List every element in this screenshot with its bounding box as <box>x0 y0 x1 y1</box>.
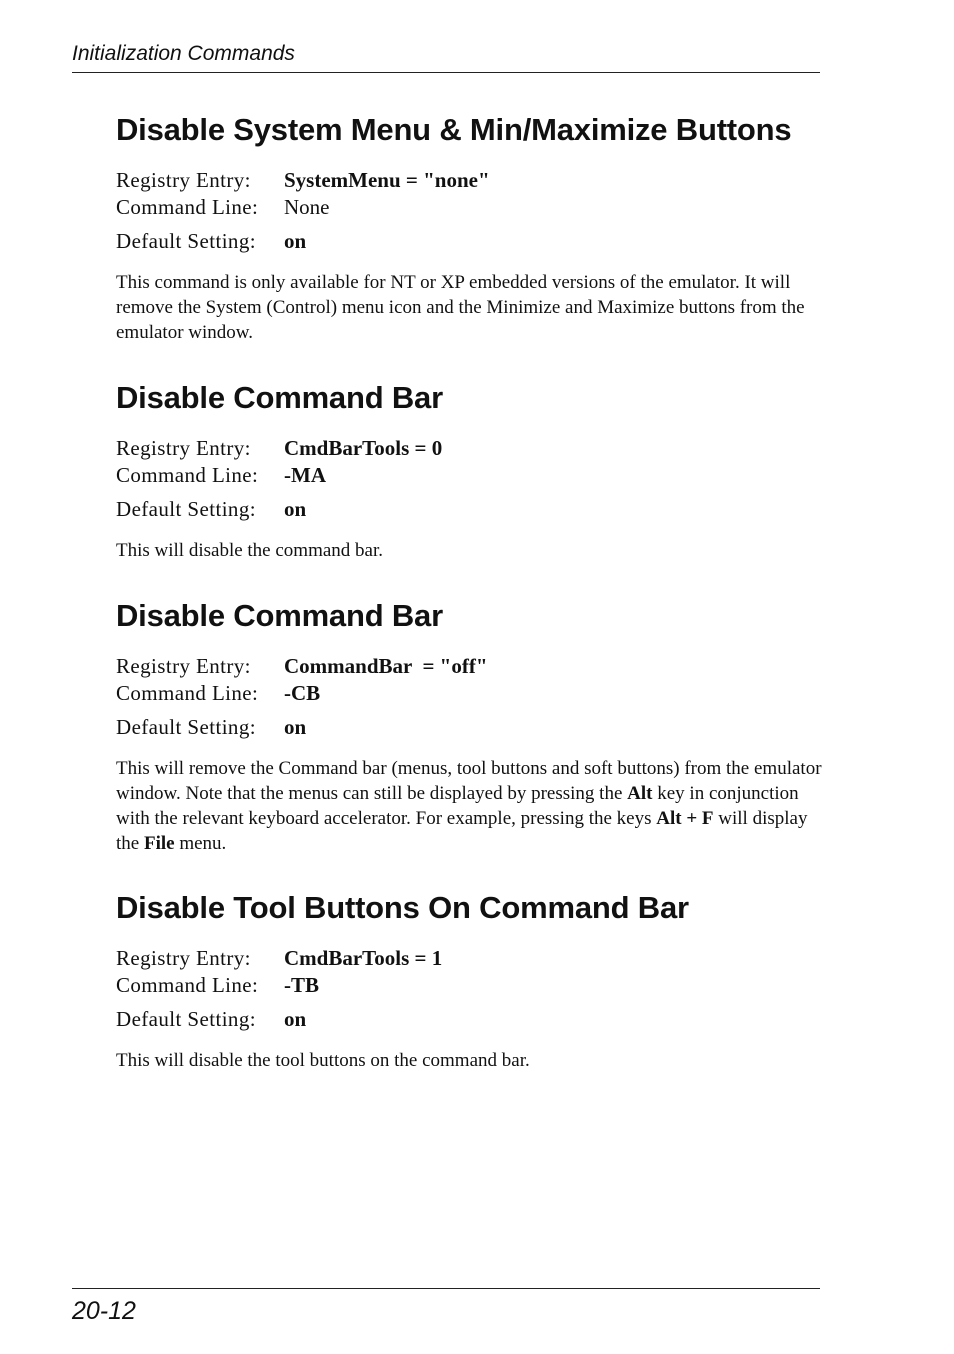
default-setting-label: Default Setting: <box>116 497 256 521</box>
registry-entry-row <box>116 653 826 680</box>
command-line-label: Command Line: <box>116 973 259 997</box>
section-title: Disable Tool Buttons On Command Bar <box>116 890 689 925</box>
section-disable-command-bar-commandbar <box>116 596 826 856</box>
command-line-label: Command Line: <box>116 463 259 487</box>
page-number: 20-12 <box>72 1297 136 1325</box>
command-line-value: -CB <box>284 681 321 705</box>
registry-entry-label: Registry Entry: <box>116 168 251 192</box>
command-line-row <box>116 680 826 707</box>
default-setting-label: Default Setting: <box>116 715 256 739</box>
default-setting-row <box>116 714 826 741</box>
command-line-value: -MA <box>284 463 326 487</box>
section-description: This will disable the command bar. <box>116 540 384 561</box>
default-setting-row <box>116 1006 826 1033</box>
default-setting-value: on <box>284 229 307 253</box>
menu-file: File <box>143 833 175 854</box>
registry-entry-label: Registry Entry: <box>116 654 251 678</box>
key-alt-f: Alt + F <box>656 808 714 829</box>
registry-entry-label: Registry Entry: <box>116 436 251 460</box>
registry-entry-value: CmdBarTools = 0 <box>284 436 443 460</box>
section-title: Disable Command Bar <box>116 380 443 415</box>
section-disable-command-bar-cmdbartools <box>116 378 826 563</box>
page-header <box>72 40 820 73</box>
running-header-title: Initialization Commands <box>72 42 295 65</box>
section-disable-system-menu <box>116 110 826 345</box>
command-line-row <box>116 194 826 221</box>
registry-entry-row <box>116 945 826 972</box>
section-description: This command is only available for NT or XP embedded versions of the emulator. It will remove the System (Control) menu icon and the Minimize and Maximize buttons from the emulator window. <box>116 272 805 343</box>
section-description <box>116 756 826 856</box>
section-title: Disable Command Bar <box>116 598 443 633</box>
registry-entry-value: CmdBarTools = 1 <box>284 946 443 970</box>
registry-entry-label: Registry Entry: <box>116 946 251 970</box>
command-line-label: Command Line: <box>116 681 259 705</box>
default-setting-value: on <box>284 715 307 739</box>
description-text: will display the <box>116 808 808 854</box>
default-setting-row <box>116 228 826 255</box>
registry-entry-value: SystemMenu = "none" <box>284 168 490 192</box>
section-disable-tool-buttons <box>116 888 826 1073</box>
description-text: This will remove the Command bar (menus, tool buttons and soft buttons) from the emulator window. Note that the menus can still be displayed by pressing the <box>116 758 822 804</box>
registry-entry-value: CommandBar = "off" <box>284 654 488 678</box>
command-line-row <box>116 972 826 999</box>
command-line-value: None <box>284 195 330 219</box>
command-line-row <box>116 462 826 489</box>
command-line-value: -TB <box>284 973 320 997</box>
registry-entry-row <box>116 435 826 462</box>
description-text: key in conjunction with the relevant keyboard accelerator. For example, pressing the keys <box>116 783 799 829</box>
default-setting-value: on <box>284 497 307 521</box>
command-line-label: Command Line: <box>116 195 259 219</box>
section-title: Disable System Menu & Min/Maximize Buttons <box>116 112 792 147</box>
footer-divider <box>72 1288 820 1289</box>
key-alt: Alt <box>627 783 653 804</box>
section-description: This will disable the tool buttons on the command bar. <box>116 1050 530 1071</box>
registry-entry-row <box>116 167 826 194</box>
default-setting-label: Default Setting: <box>116 229 256 253</box>
description-text: menu. <box>174 833 227 854</box>
default-setting-value: on <box>284 1007 307 1031</box>
default-setting-row <box>116 496 826 523</box>
default-setting-label: Default Setting: <box>116 1007 256 1031</box>
